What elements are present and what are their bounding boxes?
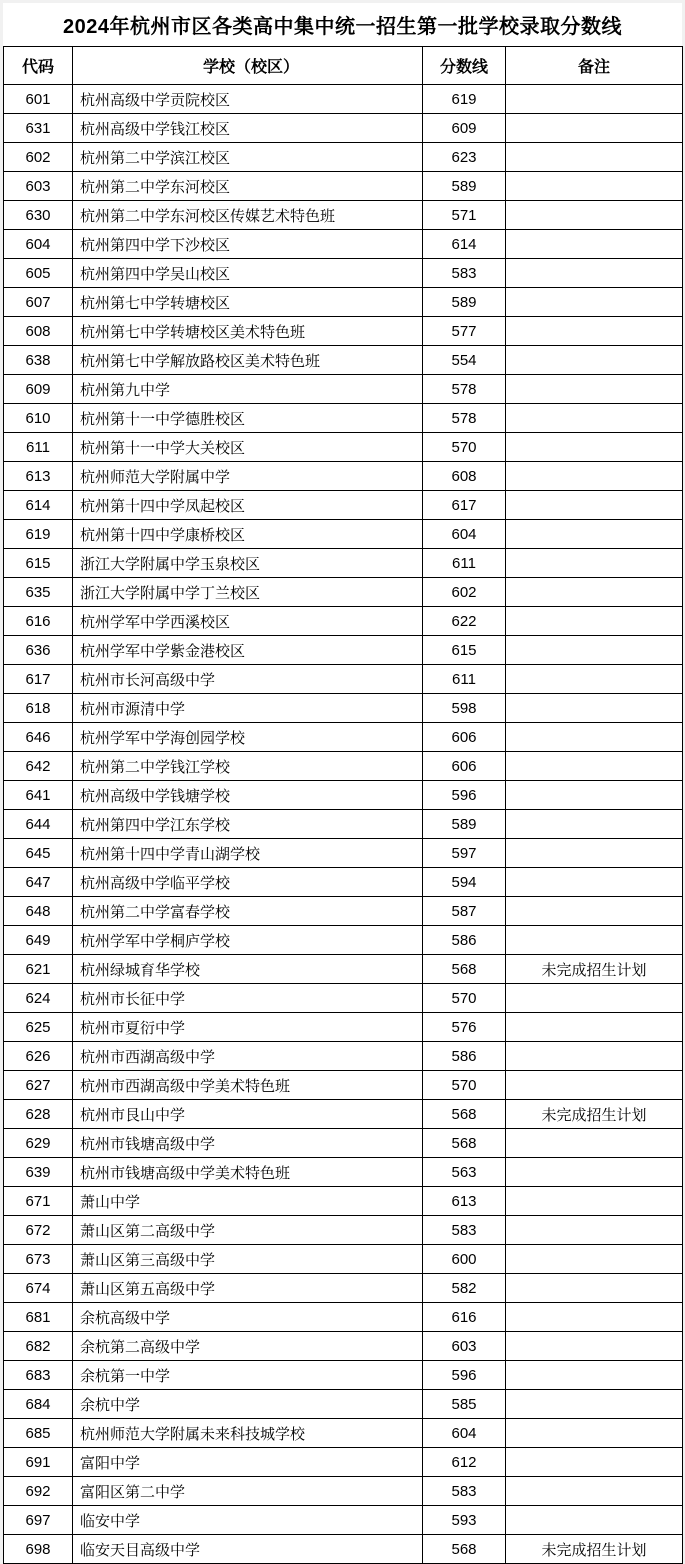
table-row — [4, 1506, 683, 1535]
score-cell: 589 — [423, 288, 506, 317]
note-cell — [506, 1477, 683, 1506]
note-cell — [506, 1274, 683, 1303]
note-cell — [506, 1187, 683, 1216]
school-cell: 杭州第二中学钱江学校 — [73, 752, 423, 781]
note-cell — [506, 1013, 683, 1042]
note-cell — [506, 984, 683, 1013]
note-cell — [506, 85, 683, 114]
table-row — [4, 839, 683, 868]
score-cell: 606 — [423, 752, 506, 781]
school-cell: 杭州高级中学钱塘学校 — [73, 781, 423, 810]
code-cell: 602 — [4, 143, 73, 172]
code-cell: 627 — [4, 1071, 73, 1100]
header-code: 代码 — [4, 47, 73, 85]
school-cell: 杭州第十一中学大关校区 — [73, 433, 423, 462]
code-cell: 681 — [4, 1303, 73, 1332]
table-row — [4, 375, 683, 404]
school-cell: 杭州第四中学吴山校区 — [73, 259, 423, 288]
table-row — [4, 1129, 683, 1158]
code-cell: 616 — [4, 607, 73, 636]
code-cell: 692 — [4, 1477, 73, 1506]
score-sheet — [3, 3, 682, 1564]
school-cell: 杭州第二中学东河校区传媒艺术特色班 — [73, 201, 423, 230]
note-cell — [506, 781, 683, 810]
school-cell: 萧山区第二高级中学 — [73, 1216, 423, 1245]
table-row — [4, 1071, 683, 1100]
code-cell: 617 — [4, 665, 73, 694]
score-cell: 578 — [423, 404, 506, 433]
code-cell: 685 — [4, 1419, 73, 1448]
table-row — [4, 1303, 683, 1332]
note-cell — [506, 491, 683, 520]
score-cell: 611 — [423, 549, 506, 578]
table-row — [4, 520, 683, 549]
score-cell: 596 — [423, 1361, 506, 1390]
table-row — [4, 578, 683, 607]
score-cell: 617 — [423, 491, 506, 520]
code-cell: 630 — [4, 201, 73, 230]
table-row — [4, 665, 683, 694]
table-row — [4, 1100, 683, 1129]
note-cell — [506, 230, 683, 259]
note-cell: 未完成招生计划 — [506, 1535, 683, 1564]
school-cell: 杭州市源清中学 — [73, 694, 423, 723]
school-cell: 浙江大学附属中学玉泉校区 — [73, 549, 423, 578]
note-cell: 未完成招生计划 — [506, 955, 683, 984]
code-cell: 610 — [4, 404, 73, 433]
code-cell: 621 — [4, 955, 73, 984]
note-cell — [506, 172, 683, 201]
school-cell: 杭州第二中学富春学校 — [73, 897, 423, 926]
table-row — [4, 694, 683, 723]
title-bar — [3, 3, 682, 46]
school-cell: 杭州第四中学江东学校 — [73, 810, 423, 839]
table-row — [4, 114, 683, 143]
table-row — [4, 810, 683, 839]
score-cell: 606 — [423, 723, 506, 752]
score-cell: 594 — [423, 868, 506, 897]
code-cell: 635 — [4, 578, 73, 607]
note-cell — [506, 1158, 683, 1187]
code-cell: 672 — [4, 1216, 73, 1245]
school-cell: 杭州学军中学海创园学校 — [73, 723, 423, 752]
table-row — [4, 781, 683, 810]
table-row — [4, 1274, 683, 1303]
school-cell: 杭州市长征中学 — [73, 984, 423, 1013]
note-cell — [506, 926, 683, 955]
note-cell — [506, 143, 683, 172]
note-cell — [506, 288, 683, 317]
score-cell: 570 — [423, 1071, 506, 1100]
table-row — [4, 1332, 683, 1361]
note-cell — [506, 636, 683, 665]
score-cell: 587 — [423, 897, 506, 926]
table-row — [4, 636, 683, 665]
school-cell: 杭州第十四中学青山湖学校 — [73, 839, 423, 868]
school-cell: 浙江大学附属中学丁兰校区 — [73, 578, 423, 607]
code-cell: 642 — [4, 752, 73, 781]
school-cell: 杭州第七中学转塘校区美术特色班 — [73, 317, 423, 346]
code-cell: 631 — [4, 114, 73, 143]
code-cell: 609 — [4, 375, 73, 404]
note-cell — [506, 317, 683, 346]
header-note: 备注 — [506, 47, 683, 85]
score-cell: 568 — [423, 1100, 506, 1129]
score-cell: 598 — [423, 694, 506, 723]
school-cell: 萧山区第五高级中学 — [73, 1274, 423, 1303]
table-row — [4, 259, 683, 288]
score-cell: 585 — [423, 1390, 506, 1419]
table-row — [4, 1361, 683, 1390]
code-cell: 636 — [4, 636, 73, 665]
header-row — [4, 47, 683, 85]
note-cell — [506, 1390, 683, 1419]
school-cell: 杭州高级中学钱江校区 — [73, 114, 423, 143]
score-cell: 568 — [423, 1535, 506, 1564]
table-row — [4, 85, 683, 114]
score-cell: 582 — [423, 1274, 506, 1303]
table-row — [4, 868, 683, 897]
score-cell: 583 — [423, 1216, 506, 1245]
table-row — [4, 346, 683, 375]
score-cell: 604 — [423, 1419, 506, 1448]
table-row — [4, 1448, 683, 1477]
note-cell — [506, 114, 683, 143]
code-cell: 624 — [4, 984, 73, 1013]
score-cell: 609 — [423, 114, 506, 143]
code-cell: 639 — [4, 1158, 73, 1187]
code-cell: 603 — [4, 172, 73, 201]
code-cell: 611 — [4, 433, 73, 462]
table-row — [4, 1013, 683, 1042]
note-cell — [506, 868, 683, 897]
score-cell: 614 — [423, 230, 506, 259]
note-cell — [506, 1361, 683, 1390]
school-cell: 杭州师范大学附属未来科技城学校 — [73, 1419, 423, 1448]
school-cell: 临安中学 — [73, 1506, 423, 1535]
table-row — [4, 1535, 683, 1564]
header-score: 分数线 — [423, 47, 506, 85]
table-row — [4, 143, 683, 172]
code-cell: 613 — [4, 462, 73, 491]
note-cell — [506, 578, 683, 607]
school-cell: 杭州第四中学下沙校区 — [73, 230, 423, 259]
note-cell — [506, 404, 683, 433]
table-row — [4, 549, 683, 578]
table-row — [4, 317, 683, 346]
table-row — [4, 1419, 683, 1448]
score-cell: 589 — [423, 172, 506, 201]
school-cell: 杭州第十四中学康桥校区 — [73, 520, 423, 549]
code-cell: 684 — [4, 1390, 73, 1419]
school-cell: 杭州市艮山中学 — [73, 1100, 423, 1129]
code-cell: 638 — [4, 346, 73, 375]
score-cell: 577 — [423, 317, 506, 346]
score-cell: 593 — [423, 1506, 506, 1535]
table-row — [4, 955, 683, 984]
score-cell: 596 — [423, 781, 506, 810]
code-cell: 628 — [4, 1100, 73, 1129]
score-cell: 570 — [423, 433, 506, 462]
table-row — [4, 1390, 683, 1419]
school-cell: 临安天目高级中学 — [73, 1535, 423, 1564]
score-cell: 602 — [423, 578, 506, 607]
note-cell — [506, 839, 683, 868]
score-cell: 597 — [423, 839, 506, 868]
note-cell — [506, 723, 683, 752]
table-row — [4, 462, 683, 491]
table-row — [4, 1042, 683, 1071]
school-cell: 杭州市夏衍中学 — [73, 1013, 423, 1042]
code-cell: 625 — [4, 1013, 73, 1042]
code-cell: 601 — [4, 85, 73, 114]
code-cell: 618 — [4, 694, 73, 723]
note-cell — [506, 549, 683, 578]
note-cell — [506, 462, 683, 491]
note-cell — [506, 607, 683, 636]
score-cell: 586 — [423, 926, 506, 955]
school-cell: 富阳区第二中学 — [73, 1477, 423, 1506]
code-cell: 619 — [4, 520, 73, 549]
code-cell: 682 — [4, 1332, 73, 1361]
school-cell: 杭州高级中学贡院校区 — [73, 85, 423, 114]
school-cell: 萧山区第三高级中学 — [73, 1245, 423, 1274]
school-cell: 杭州第十四中学凤起校区 — [73, 491, 423, 520]
table-row — [4, 172, 683, 201]
code-cell: 608 — [4, 317, 73, 346]
score-cell: 570 — [423, 984, 506, 1013]
note-cell — [506, 1419, 683, 1448]
school-cell: 杭州学军中学西溪校区 — [73, 607, 423, 636]
school-cell: 杭州市钱塘高级中学 — [73, 1129, 423, 1158]
code-cell: 698 — [4, 1535, 73, 1564]
note-cell — [506, 1448, 683, 1477]
school-cell: 杭州学军中学桐庐学校 — [73, 926, 423, 955]
note-cell — [506, 897, 683, 926]
table-row — [4, 752, 683, 781]
school-cell: 杭州学军中学紫金港校区 — [73, 636, 423, 665]
code-cell: 648 — [4, 897, 73, 926]
score-cell: 623 — [423, 143, 506, 172]
table-row — [4, 201, 683, 230]
score-cell: 613 — [423, 1187, 506, 1216]
table-row — [4, 433, 683, 462]
score-cell: 608 — [423, 462, 506, 491]
note-cell — [506, 346, 683, 375]
code-cell: 615 — [4, 549, 73, 578]
score-cell: 615 — [423, 636, 506, 665]
code-cell: 647 — [4, 868, 73, 897]
school-cell: 杭州高级中学临平学校 — [73, 868, 423, 897]
note-cell — [506, 665, 683, 694]
code-cell: 673 — [4, 1245, 73, 1274]
note-cell — [506, 1506, 683, 1535]
school-cell: 杭州第七中学解放路校区美术特色班 — [73, 346, 423, 375]
table-body — [4, 85, 683, 1564]
school-cell: 杭州市长河高级中学 — [73, 665, 423, 694]
score-cell: 571 — [423, 201, 506, 230]
school-cell: 杭州市西湖高级中学美术特色班 — [73, 1071, 423, 1100]
score-cell: 563 — [423, 1158, 506, 1187]
table-row — [4, 230, 683, 259]
school-cell: 余杭高级中学 — [73, 1303, 423, 1332]
score-cell: 622 — [423, 607, 506, 636]
school-cell: 富阳中学 — [73, 1448, 423, 1477]
table-row — [4, 1187, 683, 1216]
table-header — [4, 47, 683, 85]
code-cell: 641 — [4, 781, 73, 810]
score-cell: 616 — [423, 1303, 506, 1332]
note-cell — [506, 1129, 683, 1158]
school-cell: 杭州师范大学附属中学 — [73, 462, 423, 491]
code-cell: 691 — [4, 1448, 73, 1477]
table-row — [4, 1477, 683, 1506]
score-cell: 612 — [423, 1448, 506, 1477]
score-cell: 578 — [423, 375, 506, 404]
school-cell: 杭州第九中学 — [73, 375, 423, 404]
code-cell: 645 — [4, 839, 73, 868]
code-cell: 646 — [4, 723, 73, 752]
header-school: 学校（校区） — [73, 47, 423, 85]
school-cell: 杭州第十一中学德胜校区 — [73, 404, 423, 433]
score-cell: 619 — [423, 85, 506, 114]
code-cell: 671 — [4, 1187, 73, 1216]
school-cell: 杭州绿城育华学校 — [73, 955, 423, 984]
school-cell: 杭州第二中学滨江校区 — [73, 143, 423, 172]
school-cell: 杭州第二中学东河校区 — [73, 172, 423, 201]
table-row — [4, 404, 683, 433]
school-cell: 杭州市钱塘高级中学美术特色班 — [73, 1158, 423, 1187]
note-cell — [506, 1216, 683, 1245]
school-cell: 余杭第一中学 — [73, 1361, 423, 1390]
school-cell: 余杭第二高级中学 — [73, 1332, 423, 1361]
note-cell — [506, 1071, 683, 1100]
score-cell: 600 — [423, 1245, 506, 1274]
table-row — [4, 926, 683, 955]
score-cell: 611 — [423, 665, 506, 694]
school-cell: 杭州第七中学转塘校区 — [73, 288, 423, 317]
note-cell — [506, 1303, 683, 1332]
table-row — [4, 984, 683, 1013]
code-cell: 604 — [4, 230, 73, 259]
note-cell — [506, 810, 683, 839]
note-cell — [506, 201, 683, 230]
note-cell — [506, 694, 683, 723]
score-cell: 583 — [423, 259, 506, 288]
note-cell — [506, 259, 683, 288]
note-cell — [506, 1332, 683, 1361]
table-row — [4, 723, 683, 752]
code-cell: 614 — [4, 491, 73, 520]
note-cell — [506, 375, 683, 404]
score-cell: 603 — [423, 1332, 506, 1361]
code-cell: 697 — [4, 1506, 73, 1535]
score-cell: 576 — [423, 1013, 506, 1042]
code-cell: 629 — [4, 1129, 73, 1158]
note-cell — [506, 1042, 683, 1071]
code-cell: 626 — [4, 1042, 73, 1071]
note-cell — [506, 433, 683, 462]
table-row — [4, 607, 683, 636]
school-cell: 余杭中学 — [73, 1390, 423, 1419]
code-cell: 649 — [4, 926, 73, 955]
code-cell: 644 — [4, 810, 73, 839]
note-cell: 未完成招生计划 — [506, 1100, 683, 1129]
table-row — [4, 491, 683, 520]
table-row — [4, 897, 683, 926]
school-cell: 萧山中学 — [73, 1187, 423, 1216]
note-cell — [506, 752, 683, 781]
code-cell: 605 — [4, 259, 73, 288]
score-cell: 568 — [423, 955, 506, 984]
score-cell: 568 — [423, 1129, 506, 1158]
school-cell: 杭州市西湖高级中学 — [73, 1042, 423, 1071]
note-cell — [506, 1245, 683, 1274]
score-cell: 583 — [423, 1477, 506, 1506]
table-row — [4, 1158, 683, 1187]
note-cell — [506, 520, 683, 549]
score-cell: 604 — [423, 520, 506, 549]
table-row — [4, 1216, 683, 1245]
code-cell: 683 — [4, 1361, 73, 1390]
score-cell: 589 — [423, 810, 506, 839]
table-row — [4, 1245, 683, 1274]
table-row — [4, 288, 683, 317]
score-cell: 554 — [423, 346, 506, 375]
code-cell: 674 — [4, 1274, 73, 1303]
score-table — [3, 46, 683, 1564]
code-cell: 607 — [4, 288, 73, 317]
page-title: 2024年杭州市区各类高中集中统一招生第一批学校录取分数线 — [63, 16, 622, 38]
score-cell: 586 — [423, 1042, 506, 1071]
